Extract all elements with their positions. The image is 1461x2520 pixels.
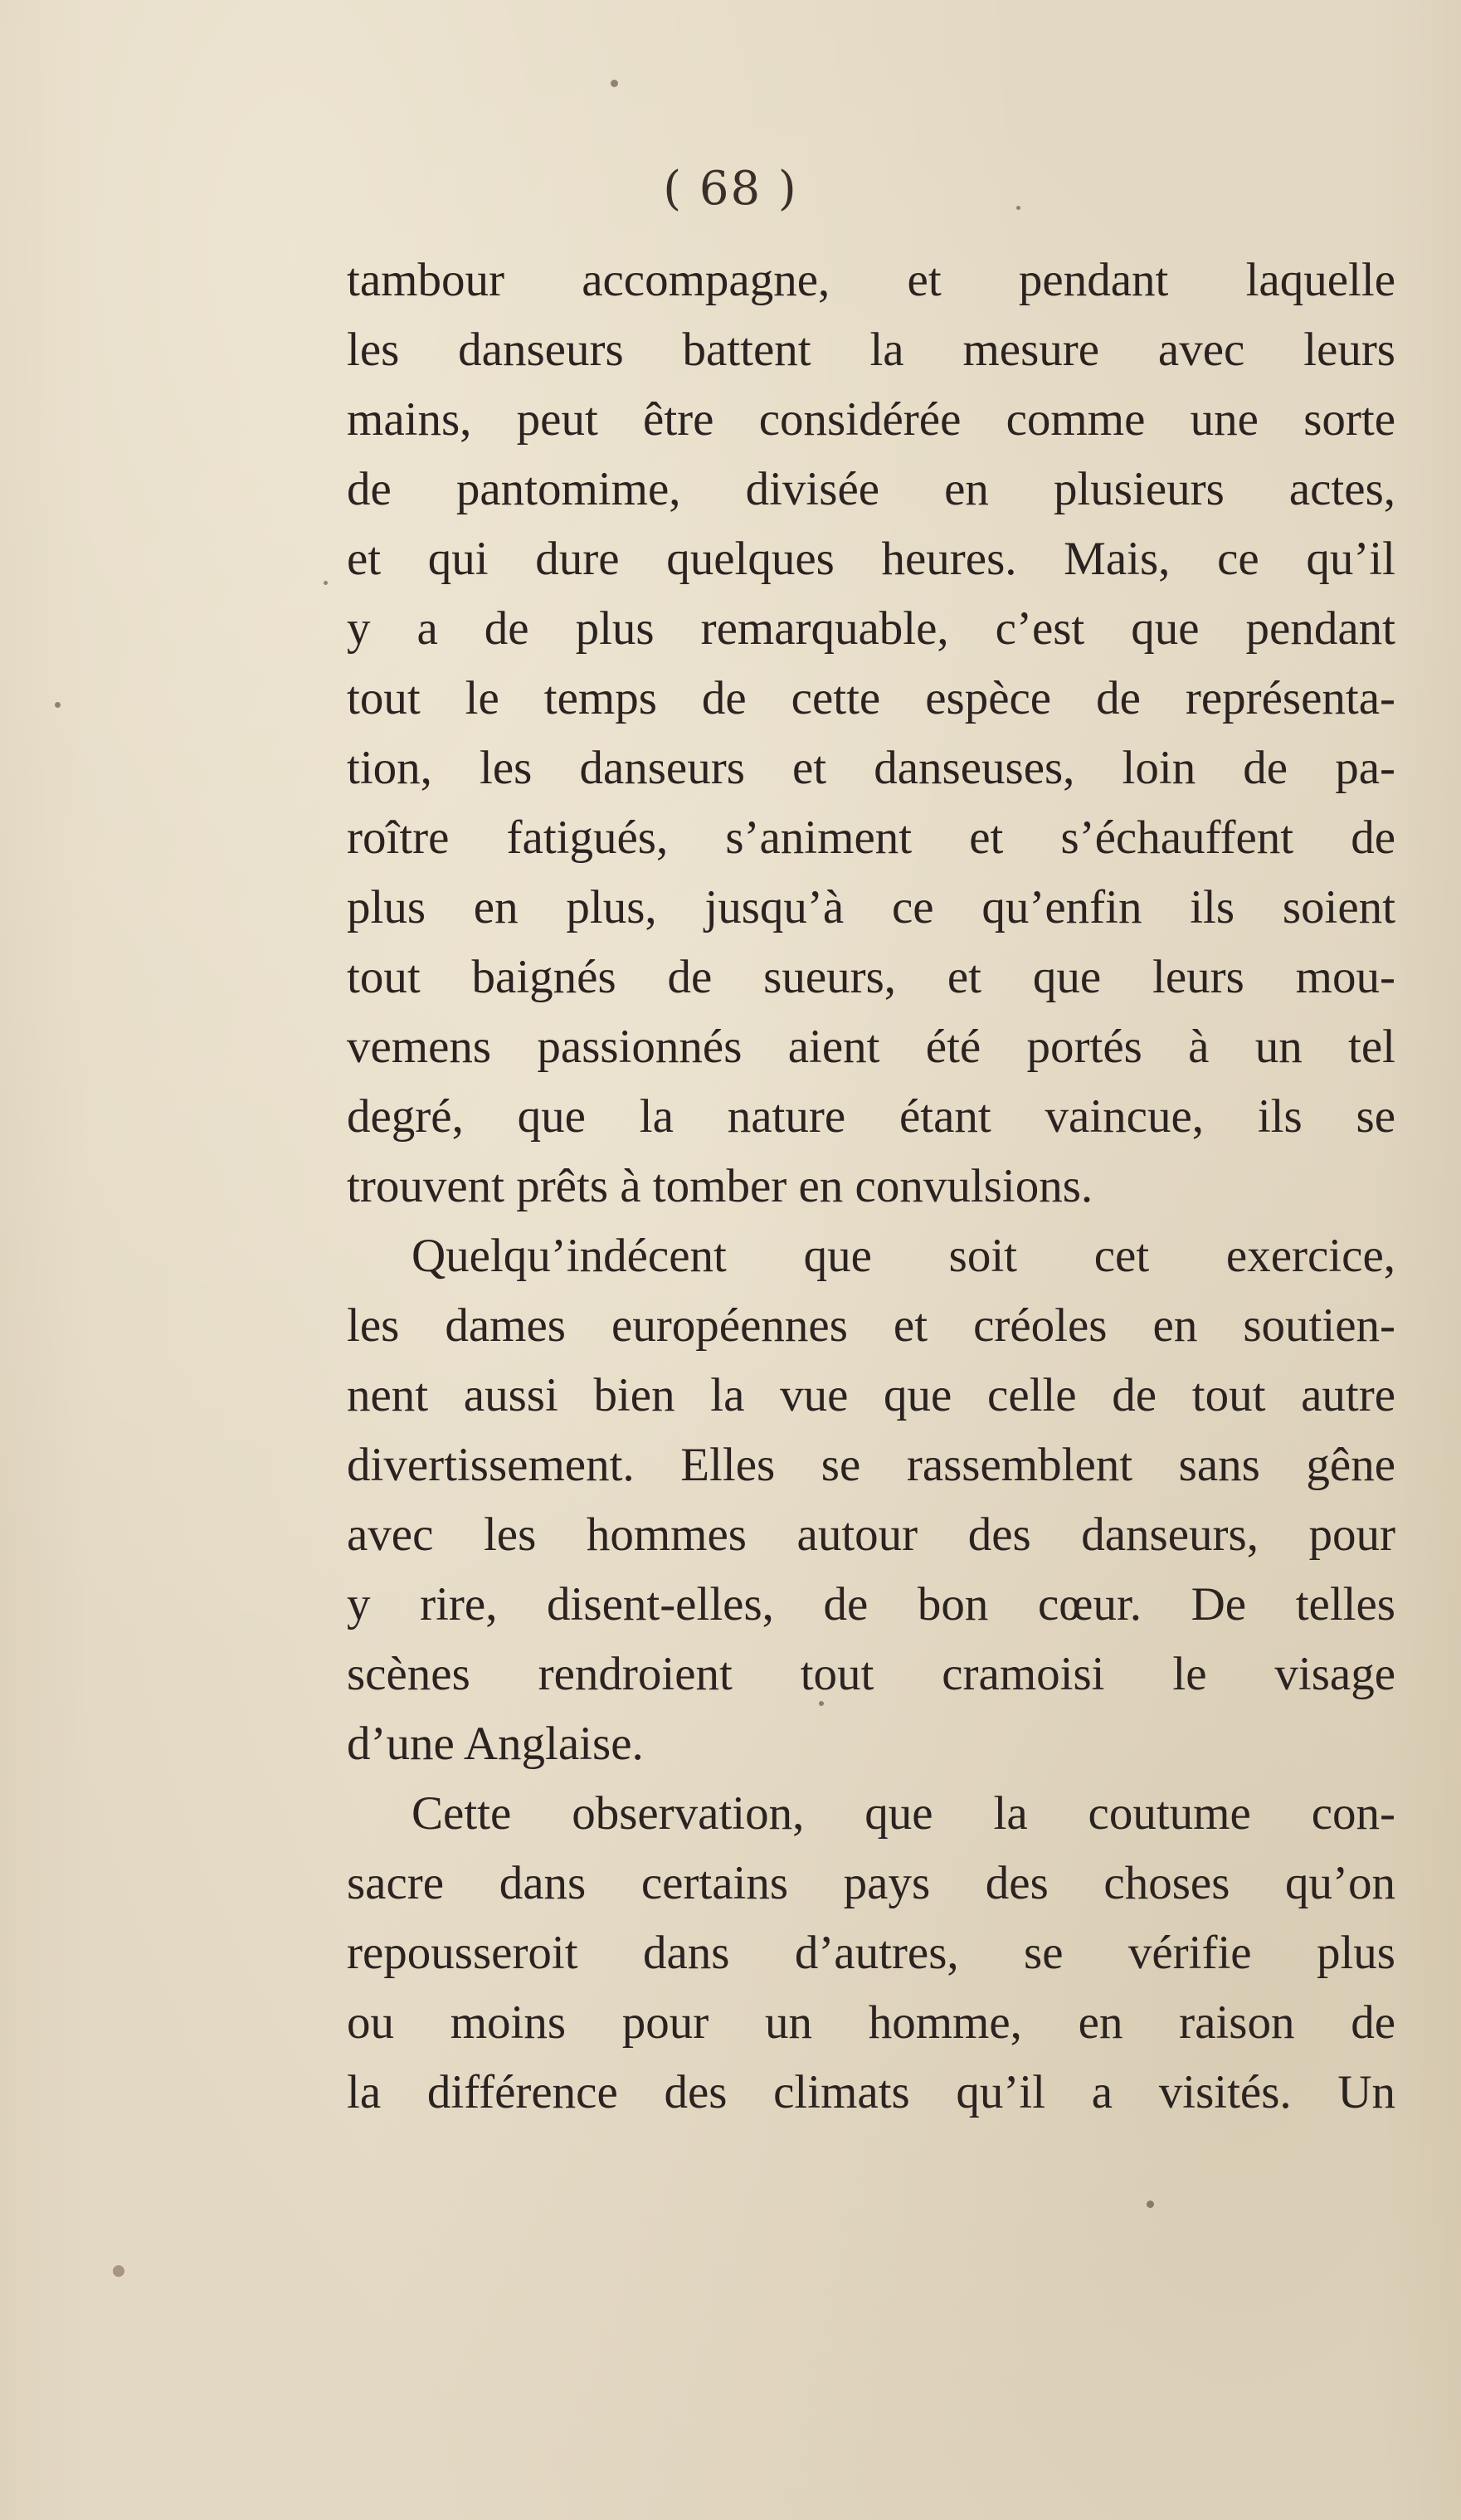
text-line: roître fatigués, s’animent et s’échauffent de xyxy=(347,812,1395,864)
text-line: Quelqu’indécent que soit cet exercice, xyxy=(412,1230,1395,1282)
text-line: scènes rendroient tout cramoisi le visage xyxy=(347,1648,1395,1700)
text-line: d’une Anglaise. xyxy=(347,1718,644,1770)
text-line: tout baignés de sueurs, et que leurs mou- xyxy=(347,951,1395,1003)
text-line: trouvent prêts à tomber en convulsions. xyxy=(347,1160,1093,1212)
paper-speck xyxy=(324,581,328,585)
paper-speck xyxy=(55,702,61,708)
text-line: ou moins pour un homme, en raison de xyxy=(347,1996,1395,2049)
text-line: repousseroit dans d’autres, se vérifie plus xyxy=(347,1927,1395,1979)
paper-speck xyxy=(611,80,618,87)
text-line: les danseurs battent la mesure avec leurs xyxy=(347,324,1395,376)
text-line: y rire, disent-elles, de bon cœur. De telles xyxy=(347,1578,1395,1630)
text-line: Cette observation, que la coutume con- xyxy=(412,1787,1395,1840)
text-line: et qui dure quelques heures. Mais, ce qu’il xyxy=(347,533,1395,585)
text-line: tambour accompagne, et pendant laquelle xyxy=(347,254,1395,306)
paper-speck xyxy=(1147,2201,1154,2208)
body-text xyxy=(347,246,1395,2128)
text-line: la différence des climats qu’il a visités. Un xyxy=(347,2066,1395,2118)
page-number: ( 68 ) xyxy=(663,162,798,216)
text-line: divertissement. Elles se rassemblent sans gêne xyxy=(347,1439,1395,1491)
text-line: y a de plus remarquable, c’est que pendant xyxy=(347,602,1395,655)
text-line: de pantomime, divisée en plusieurs actes, xyxy=(347,463,1395,515)
text-line: mains, peut être considérée comme une sorte xyxy=(347,393,1395,446)
text-line: tout le temps de cette espèce de représenta- xyxy=(347,672,1395,724)
text-line: tion, les danseurs et danseuses, loin de pa- xyxy=(347,742,1395,794)
paper-speck xyxy=(113,2265,124,2277)
text-line: degré, que la nature étant vaincue, ils se xyxy=(347,1090,1395,1143)
text-line: les dames européennes et créoles en soutien- xyxy=(347,1299,1395,1352)
text-line: vemens passionnés aient été portés à un tel xyxy=(347,1021,1395,1073)
text-line: sacre dans certains pays des choses qu’on xyxy=(347,1857,1395,1909)
text-line: avec les hommes autour des danseurs, pour xyxy=(347,1509,1395,1561)
text-line: plus en plus, jusqu’à ce qu’enfin ils soient xyxy=(347,881,1395,933)
text-line: nent aussi bien la vue que celle de tout autre xyxy=(347,1369,1395,1421)
